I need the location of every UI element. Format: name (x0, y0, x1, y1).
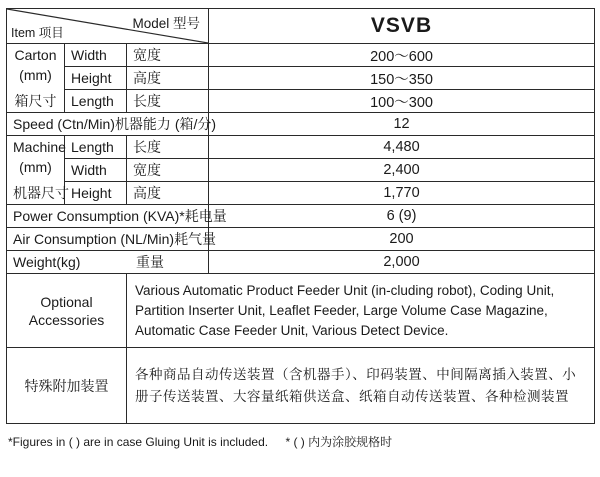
machine-length-en: Length (65, 136, 127, 159)
air-label-cell (7, 228, 217, 251)
machine-group-unit: (mm) (19, 159, 52, 175)
accessories-en-row (7, 274, 595, 348)
machine-row-height (7, 182, 595, 205)
accessories-text-cn: 各种商品自动传送装置（含机器手）、印码装置、中间隔离插入装置、小册子传送装置、大容量纸箱供送盒、纸箱自动传送装置、各种检测装置 (127, 348, 595, 424)
machine-row-width (7, 159, 595, 182)
footnote-cn: * ( ) 内为涂胶规格时 (285, 435, 393, 449)
carton-height-value: 150～350 (209, 67, 595, 90)
weight-label-cell (7, 251, 209, 274)
machine-width-value: 2,400 (209, 159, 595, 182)
carton-length-cn: 长度 (127, 90, 209, 113)
weight-value: 2,000 (209, 251, 595, 274)
carton-width-value: 200～600 (209, 44, 595, 67)
item-header-label: Item 项目 (11, 26, 64, 40)
machine-row-length (7, 136, 595, 159)
carton-height-en: Height (65, 67, 127, 90)
machine-width-en: Width (65, 159, 127, 182)
speed-label-en: Speed (Ctn/Min) (13, 116, 115, 132)
machine-group-en: Machine (13, 139, 66, 155)
accessories-cn-row (7, 348, 595, 424)
carton-width-cn: 宽度 (127, 44, 209, 67)
carton-row-length (7, 90, 595, 113)
model-name: VSVB (209, 9, 595, 44)
speed-label-cell (7, 113, 217, 136)
machine-length-value: 4,480 (209, 136, 595, 159)
machine-height-value: 1,770 (209, 182, 595, 205)
power-row (7, 205, 595, 228)
power-label-en: Power Consumption (KVA)* (13, 208, 185, 224)
footnote-en: *Figures in ( ) are in case Gluing Unit is included. (8, 435, 269, 449)
carton-row-width (7, 44, 595, 67)
machine-length-cn: 长度 (127, 136, 209, 159)
model-header-label: Model 型号 (132, 16, 201, 31)
machine-height-en: Height (65, 182, 127, 205)
power-value: 6 (9) (209, 205, 595, 228)
carton-height-cn: 高度 (127, 67, 209, 90)
carton-width-en: Width (65, 44, 127, 67)
speed-value: 12 (209, 113, 595, 136)
power-label-cell (7, 205, 227, 228)
carton-length-value: 100～300 (209, 90, 595, 113)
accessories-label-en: Optional Accessories (7, 274, 127, 348)
air-value: 200 (209, 228, 595, 251)
speed-label-cn: 机器能力 (箱/分) (114, 116, 217, 132)
carton-group-en: Carton (14, 47, 57, 63)
spec-sheet (6, 8, 594, 450)
air-row (7, 228, 595, 251)
machine-group-label (7, 136, 69, 205)
speed-row (7, 113, 595, 136)
footnote (6, 433, 594, 450)
spec-table (6, 8, 595, 424)
accessories-label-cn: 特殊附加装置 (7, 348, 127, 424)
machine-group-cn: 机器尺寸 (13, 185, 69, 201)
weight-label-en: Weight(kg) (13, 254, 81, 270)
header-row (7, 9, 595, 44)
air-label-cn: 耗气量 (174, 231, 217, 247)
carton-group-unit: (mm) (19, 67, 52, 83)
weight-label-cn: 重量 (136, 254, 165, 270)
carton-length-en: Length (65, 90, 127, 113)
machine-width-cn: 宽度 (127, 159, 209, 182)
carton-group-label (7, 44, 65, 113)
accessories-text-en: Various Automatic Product Feeder Unit (in-cluding robot), Coding Unit, Partition Inserter Unit, Leaflet Feeder, Large Volume Case Magazine, Automatic Case Feeder Unit, Various Detect Device. (127, 274, 595, 348)
carton-row-height (7, 67, 595, 90)
machine-height-cn: 高度 (127, 182, 209, 205)
air-label-en: Air Consumption (NL/Min) (13, 231, 175, 247)
header-label-cell (7, 9, 209, 44)
carton-group-cn: 箱尺寸 (14, 93, 57, 109)
power-label-cn: 耗电量 (184, 208, 227, 224)
weight-row (7, 251, 595, 274)
